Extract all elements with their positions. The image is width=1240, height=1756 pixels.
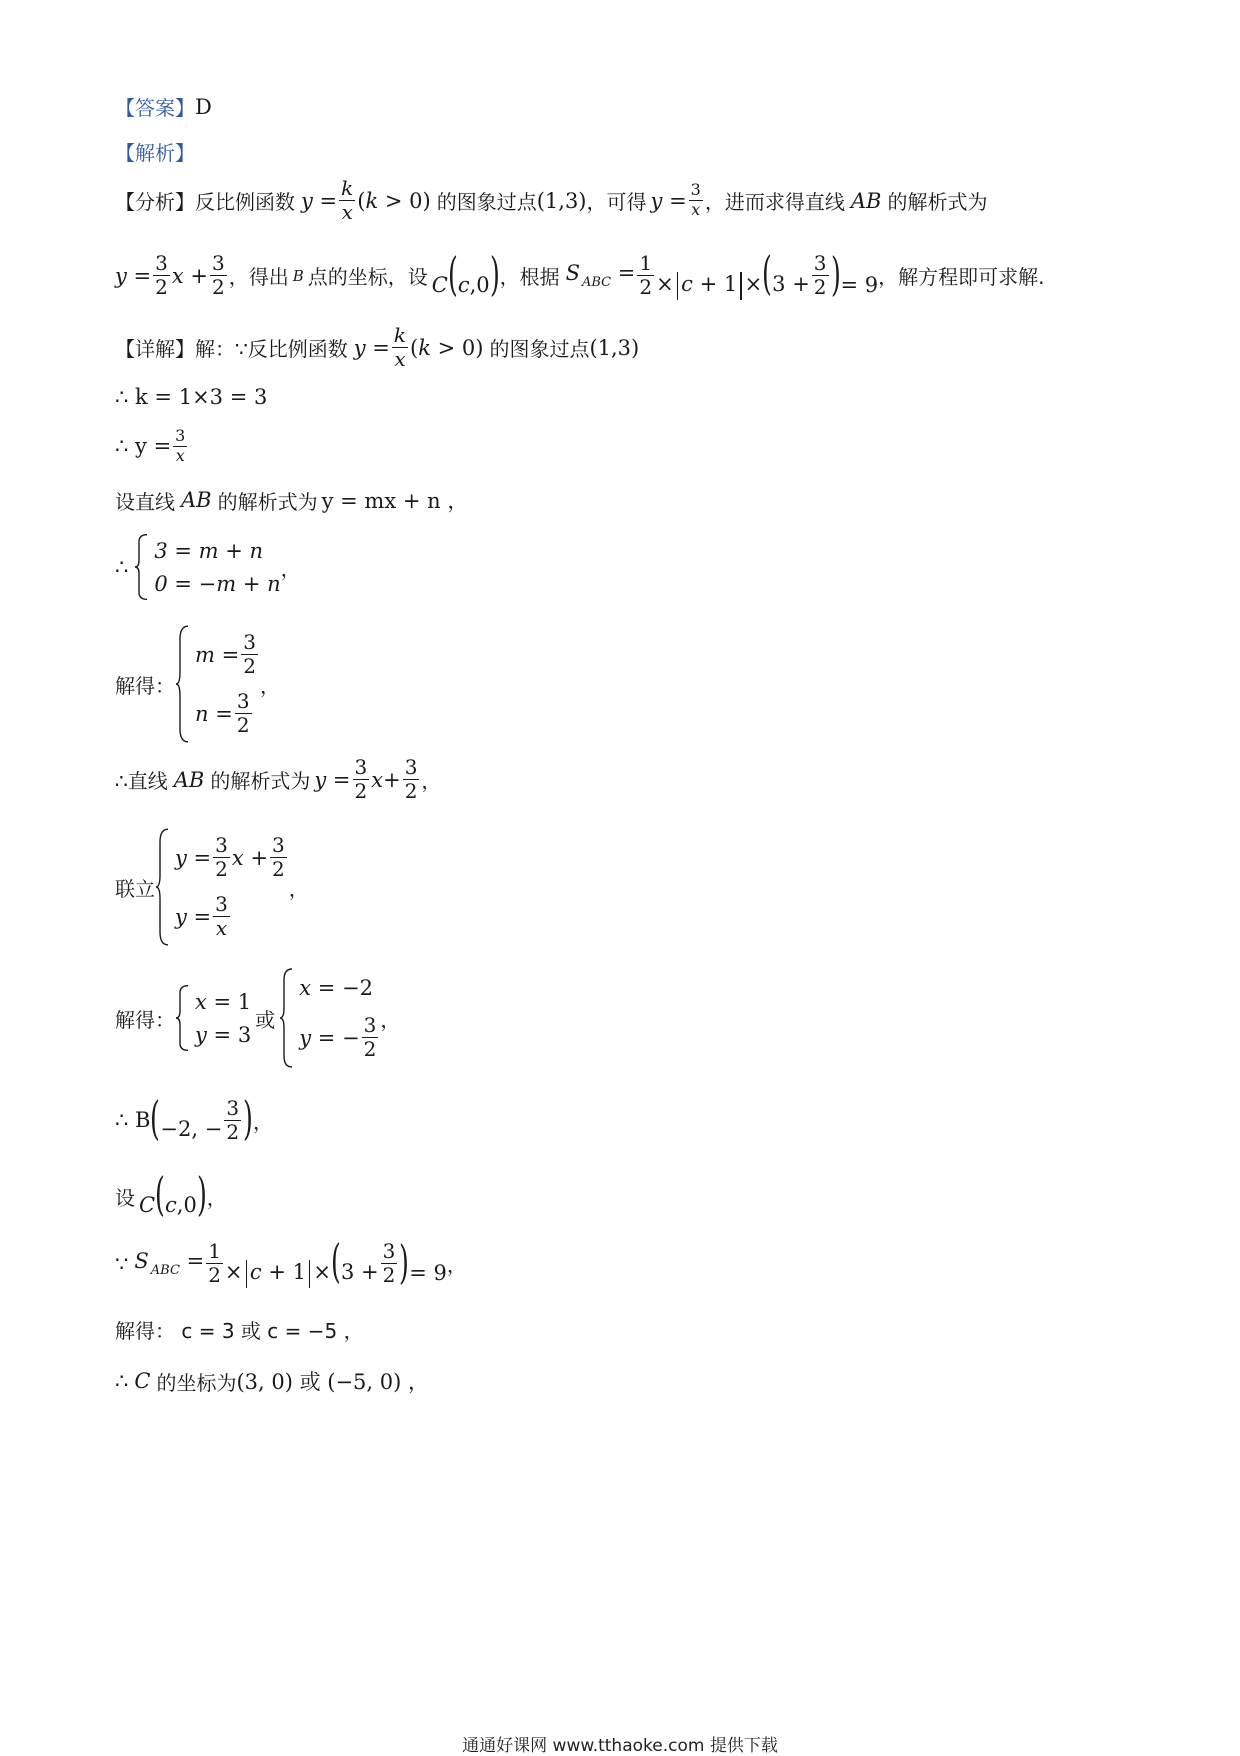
- math-expr: (k > 0): [357, 188, 431, 213]
- fenxi-line-1: [115, 178, 987, 223]
- comma: ，: [253, 1109, 274, 1134]
- math-expr: )= 9: [830, 246, 879, 301]
- comma: ，: [446, 1253, 467, 1278]
- therefore: ∴: [115, 555, 129, 579]
- brace-icon: [279, 968, 293, 1068]
- equation-system: [175, 985, 251, 1051]
- point-coord: (1,3): [536, 188, 587, 213]
- k-equation: ∴ k = 1×3 = 3: [115, 385, 268, 409]
- point-c: C: [134, 1369, 151, 1393]
- math-expr: x: [371, 767, 384, 792]
- answer-line: [115, 92, 212, 121]
- b-point-line: [115, 1091, 274, 1145]
- fraction: $\frac{1}{2}$: [639, 251, 653, 300]
- comma: ，: [280, 556, 301, 581]
- math-expr: (−2, −: [150, 1091, 223, 1145]
- fenxi-text: ，可得: [586, 190, 647, 214]
- fenxi-text: ，得出: [228, 265, 289, 290]
- set-label: 设: [115, 1185, 135, 1210]
- fenxi-text: 的图象过点: [436, 190, 537, 214]
- fenxi-text: ，根据: [499, 265, 560, 290]
- brace-icon: [175, 985, 189, 1051]
- math-expr: )= 9: [399, 1234, 447, 1289]
- math-expr: y =: [115, 263, 152, 288]
- fenxi-text: ，进而求得直线: [704, 190, 845, 214]
- text: 的坐标为: [156, 1370, 237, 1395]
- math-expr: C(c,0): [431, 246, 500, 301]
- system-1: [115, 534, 301, 600]
- comma: ，: [206, 1185, 227, 1210]
- fraction: $\frac{1}{2}$: [208, 1239, 221, 1288]
- xiangjie-line: [115, 325, 639, 370]
- comma: ，: [421, 769, 442, 793]
- fraction: $\frac{3}{2}$: [404, 755, 418, 803]
- equation-system: [175, 625, 260, 743]
- point-coord: (1,3): [589, 335, 640, 360]
- math-expr: y = mx + n ，: [321, 489, 469, 513]
- brace-icon: [155, 828, 169, 946]
- math-expr: × c + 1 ×(3 +: [224, 1234, 379, 1288]
- fenxi-text: 的解析式为: [887, 190, 988, 214]
- line-ab: AB: [173, 767, 205, 792]
- fraction: $\frac{3}{2}$: [382, 1239, 396, 1288]
- equation-row: x = −2: [299, 975, 373, 1000]
- solve-label: 解得：: [115, 1007, 175, 1032]
- math-expr: y =: [301, 188, 338, 213]
- xiangjie-text: 解：∵反比例函数: [195, 337, 348, 361]
- line-ab: AB: [850, 188, 882, 213]
- equation-row: m = $\frac{3}{2}$: [195, 630, 256, 678]
- math-expr: y =: [650, 188, 687, 213]
- math-expr: S $_{ABC}$ =: [565, 261, 636, 291]
- fraction: $\frac{k}{x}$: [393, 323, 407, 371]
- set-c-line: [115, 1167, 227, 1221]
- fraction: $\frac{3}{2}$: [155, 251, 168, 300]
- fenxi-text: 反比例函数: [195, 190, 295, 214]
- c-solve-line: [115, 1315, 364, 1344]
- k-line: [115, 385, 267, 409]
- c-solution: 解得： c = 3 或 c = −5 ，: [115, 1319, 364, 1343]
- math-expr: S $_{ABC}$ =: [134, 1249, 205, 1279]
- math-expr: y =: [353, 335, 390, 360]
- answer-value: D: [195, 94, 212, 119]
- line-ab: AB: [181, 488, 212, 512]
- c-result-line: [115, 1366, 429, 1396]
- math-expr: x +: [171, 263, 209, 288]
- fenxi-line-2: [115, 246, 1045, 301]
- fraction: $\frac{3}{2}$: [354, 755, 368, 803]
- lianli-system: [115, 828, 309, 946]
- brace-icon: [134, 534, 148, 600]
- equation-system: [134, 534, 280, 600]
- solve-label: 解得：: [115, 673, 175, 698]
- fraction: $\frac{3}{x}$: [175, 426, 186, 465]
- fraction: $\frac{3}{x}$: [690, 180, 701, 219]
- fenxi-text: 点的坐标，设: [307, 265, 428, 290]
- point-b: B: [292, 266, 304, 285]
- math-expr: × c + 1 ×(3 +: [656, 246, 810, 300]
- fenxi-text: ，解方程即可求解.: [878, 265, 1045, 290]
- math-expr: y =: [314, 767, 351, 792]
- equation-system: [155, 828, 289, 946]
- fraction: $\frac{3}{2}$: [212, 251, 225, 300]
- or-label: 或: [255, 1007, 276, 1032]
- equation-row: y = 3: [195, 1022, 252, 1047]
- equation-row: y = − $\frac{3}{2}$: [299, 1013, 377, 1062]
- fenxi-tag: 【分析】: [115, 190, 195, 214]
- xiangjie-text: 的图象过点: [489, 337, 590, 361]
- text: 的解析式为: [210, 769, 311, 793]
- c-coordinates: (3, 0) 或 (−5, 0) ，: [236, 1370, 429, 1394]
- fraction: $\frac{3}{2}$: [226, 1095, 240, 1144]
- math-expr: C(c,0): [139, 1167, 207, 1221]
- comma: ，: [288, 876, 309, 901]
- text: 设直线: [115, 489, 175, 514]
- fraction: $\frac{3}{2}$: [813, 251, 827, 300]
- math-expr: ): [243, 1091, 253, 1145]
- answer-tag: 【答案】: [115, 96, 195, 120]
- solve-xy: [115, 968, 400, 1068]
- solve-mn: [115, 625, 280, 743]
- because: ∵: [115, 1251, 129, 1276]
- equation-row: 3 = m + n: [154, 538, 264, 563]
- equation-row: x = 1: [195, 989, 252, 1014]
- analysis-tag: 【解析】: [115, 141, 195, 165]
- equation-row: 0 = −m + n: [154, 571, 281, 596]
- footer: 通通好课网 www.tthaoke.com 提供下载: [462, 1736, 778, 1756]
- xiangjie-tag: 【详解】: [115, 337, 195, 361]
- equation-row: y = $\frac{3}{x}$: [175, 892, 228, 940]
- ab-setup-line: [115, 485, 468, 515]
- area-line: [115, 1234, 467, 1289]
- brace-icon: [175, 625, 189, 743]
- comma: ，: [259, 673, 280, 698]
- equation-system: [279, 968, 380, 1068]
- text: ∴直线: [115, 769, 168, 793]
- equation-row: n = $\frac{3}{2}$: [195, 689, 250, 737]
- equation-row: y = $\frac{3}{2}$ x + $\frac{3}{2}$: [175, 833, 285, 881]
- y-line: [115, 428, 189, 465]
- analysis-heading: [115, 137, 195, 166]
- math-expr: (k > 0): [410, 335, 484, 360]
- therefore: ∴: [115, 1369, 129, 1393]
- comma: ，: [380, 1007, 401, 1032]
- y-prefix: ∴ y =: [115, 434, 172, 459]
- b-prefix: ∴ B: [115, 1108, 151, 1132]
- text: 的解析式为: [217, 489, 318, 514]
- ab-result-line: ∴直线 AB 的解析式为 y = $\frac{3}{2}$ x + $\frac{3}{2}$ ，: [115, 755, 442, 803]
- lianli-label: 联立: [115, 876, 155, 901]
- fraction: $\frac{k}{x}$: [341, 176, 354, 224]
